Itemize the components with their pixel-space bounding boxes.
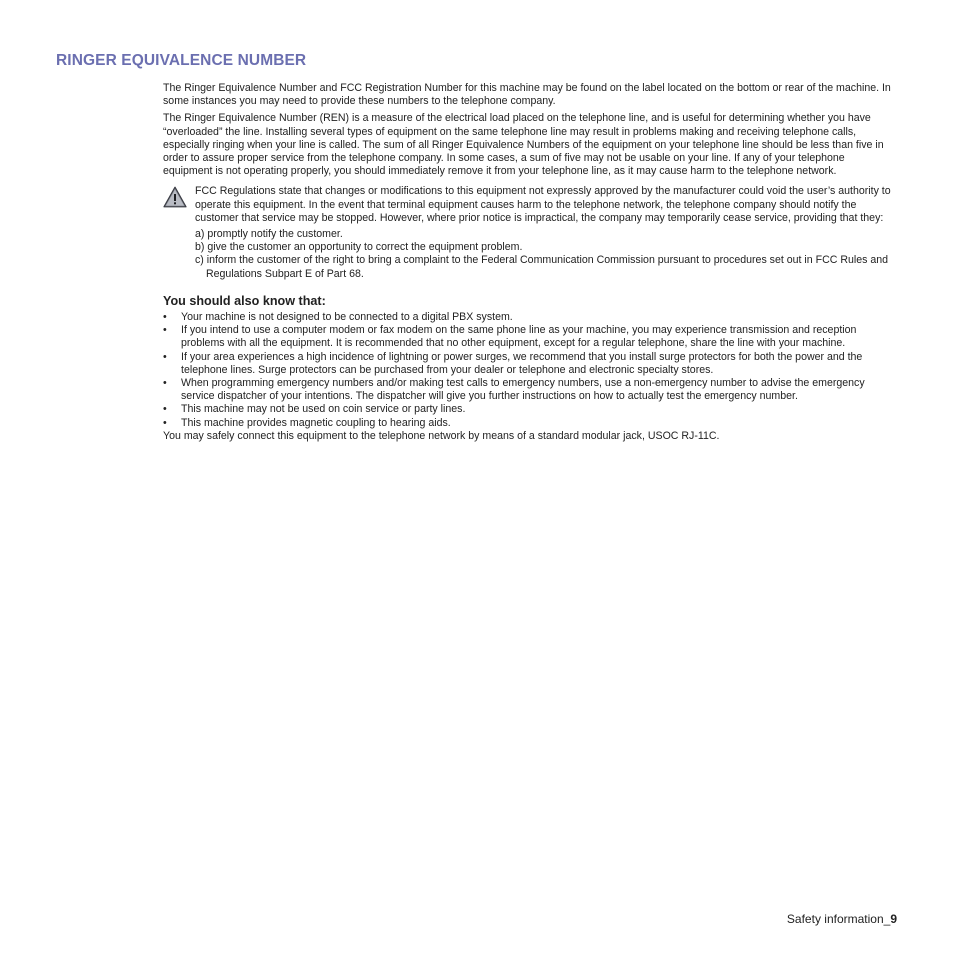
list-item: c) inform the customer of the right to bring a complaint to the Federal Communication Commission pursuant to procedures set out in FCC Rules and Regulations Subpart E of Part 68. (195, 254, 889, 280)
list-item: • This machine may not be used on coin service or party lines. (163, 403, 896, 416)
list-item: b) give the customer an opportunity to correct the equipment problem. (195, 241, 523, 254)
list-item: • When programming emergency numbers and/or making test calls to emergency numbers, use a non-emergency number to advise the emergency service dispatcher of your intentions. The dispatcher will give you further instructions on how to actually test the emergency number. (163, 377, 896, 403)
content-body (163, 82, 896, 447)
list-item: • If you intend to use a computer modem or fax modem on the same phone line as your machine, you may experience transmission and reception problems with all the equipment. It is recommended that no other equipment, except for a regular telephone, share the line with your machine. (163, 324, 896, 350)
footer-section-label: Safety information_ (786, 912, 891, 926)
list-item: a) promptly notify the customer. (195, 228, 343, 241)
page-footer (787, 912, 897, 926)
warning-note (163, 185, 896, 280)
paragraph: The Ringer Equivalence Number and FCC Registration Number for this machine may be found on the label located on the bottom or rear of the machine. In some instances you may need to provide these numbers to the telephone company. (163, 82, 891, 108)
page-title: RINGER EQUIVALENCE NUMBER (56, 52, 307, 69)
paragraph: The Ringer Equivalence Number (REN) is a measure of the electrical load placed on the telephone line, and is useful for determining whether you have “overloaded” the line. Installing several types of equipment on the same telephone line may result in problems making and receiving telephone calls, especially ringing when your line is called. The sum of all Ringer Equivalence Numbers of the equipment on your telephone line should be less than five in order to assure proper service from the telephone company. In some cases, a sum of five may not be usable on your line. If any of your telephone equipment is not operating properly, you should immediately remove it from your telephone line, as it may cause harm to the telephone network. (163, 112, 884, 178)
list-item: • If your area experiences a high incidence of lightning or power surges, we recommend that you install surge protectors for both the power and the telephone lines. Surge protectors can be purchased from your dealer or telephone and electronic specialty stores. (163, 351, 896, 377)
closing-paragraph: You may safely connect this equipment to the telephone network by means of a standard modular jack, USOC RJ-11C. (163, 429, 720, 442)
warning-triangle-icon (163, 186, 187, 208)
warning-list (195, 228, 896, 281)
list-item: • This machine provides magnetic coupling to hearing aids. (163, 417, 896, 430)
bullet-list (163, 311, 896, 430)
page-number: 9 (890, 912, 897, 926)
section-subheading: You should also know that: (163, 293, 326, 308)
list-item: • Your machine is not designed to be connected to a digital PBX system. (163, 311, 896, 324)
warning-text: FCC Regulations state that changes or modifications to this equipment not expressly approved by the manufacturer could void the user’s authority to operate this equipment. In the event that terminal equipment causes harm to the telephone network, the telephone company should notify the customer that service may be stopped. However, where prior notice is impractical, the company may temporarily cease service, providing that they: (195, 185, 891, 224)
